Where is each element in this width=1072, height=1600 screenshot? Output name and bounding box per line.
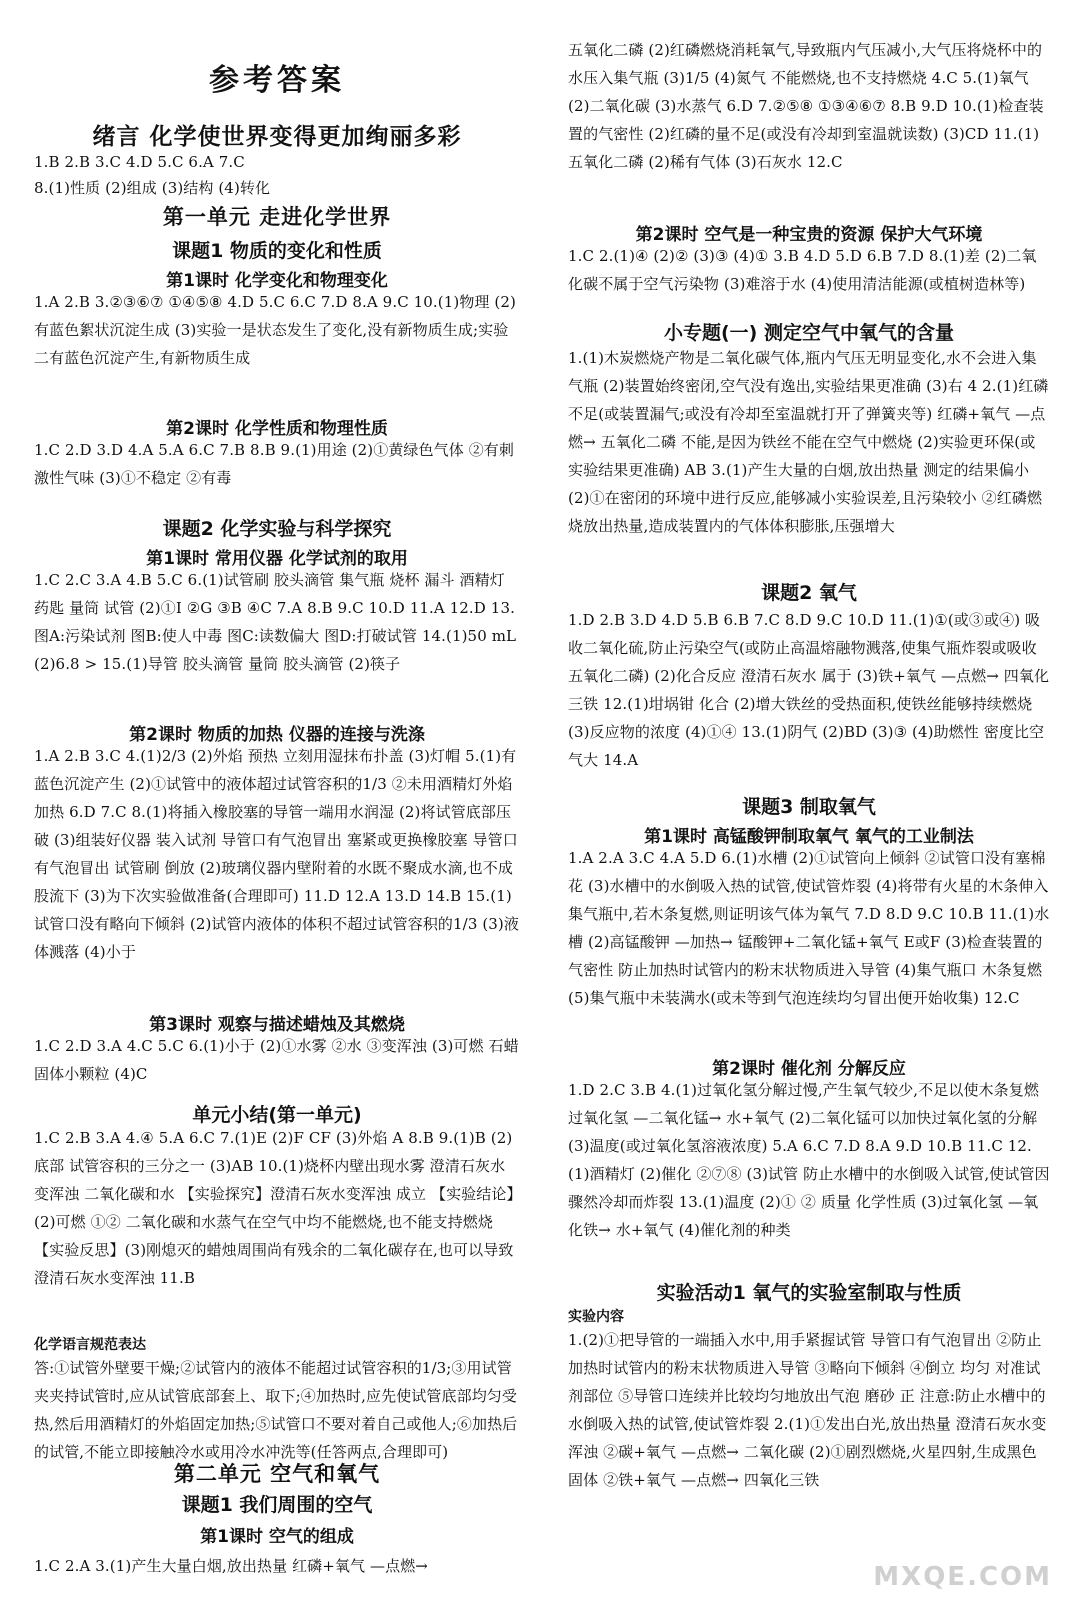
special-topic-1-title: 小专题(一) 测定空气中氧气的含量 [664,322,954,344]
unit2-topic1-lesson1-title: 第1课时 空气的组成 [200,1527,354,1547]
unit1-topic1-lesson1-title: 第1课时 化学变化和物理变化 [166,271,388,291]
unit1-topic2-lesson2-title: 第2课时 物质的加热 仪器的连接与洗涤 [129,725,425,745]
unit2-topic1-lesson1-answers: 1.C 2.A 3.(1)产生大量白烟,放出热量 红磷+氧气 —点燃→ [34,1557,428,1575]
intro-answers-2: 8.(1)性质 (2)组成 (3)结构 (4)转化 [34,179,271,197]
unit1-topic2-lesson2-answers: 1.A 2.B 3.C 4.(1)2/3 (2)外焰 预热 立刻用湿抹布扑盖 (3)灯帽 5.(1)有蓝色沉淀产生 (2)①试管中的液体超过试管容积的1/3 ②未用酒精灯外焰加热 6.D 7.C 8.(1)将插入橡胶塞的导管一端用水润湿 (2)将试管底部压破 (3)组装好仪器 装入试剂 导管口有气泡冒出 塞紧或更换橡胶塞 导管口有气泡冒出 试管刷 倒放 (2)玻璃仪器内壁附着的水既不聚成水滴,也不成股流下 (3)为下次实验做准备(合理即可) 11.D 12.A 13.D 14.B 15.(1)试管口没有略向下倾斜 (2)试管内液体的体积不超过试管容积的1/3 (3)液体溅落 (4)小于 [34,747,519,961]
experiment-1-subtitle: 实验内容 [568,1309,624,1325]
unit2-topic1-lesson1-answers-continued: 五氧化二磷 (2)红磷燃烧消耗氧气,导致瓶内气压减小,大气压将烧杯中的水压入集气瓶 (3)1/5 (4)氮气 不能燃烧,也不支持燃烧 4.C 5.(1)氧气 (2)二氧化碳 (3)水蒸气 6.D 7.②⑤⑧ ①③④⑥⑦ 8.B 9.D 10.(1)检查装置的气密性 (2)红磷的量不足(或没有冷却到室温就读数) (3)CD 11.(1)五氧化二磷 (2)稀有气体 (3)石灰水 12.C [568,41,1044,171]
unit1-title: 第一单元 走进化学世界 [162,205,392,229]
unit2-topic2-title: 课题2 氧气 [761,582,857,604]
unit2-topic3-lesson1-title: 第1课时 高锰酸钾制取氧气 氧气的工业制法 [644,827,974,847]
unit1-summary-title: 单元小结(第一单元) [192,1104,362,1126]
experiment-1-title: 实验活动1 氧气的实验室制取与性质 [656,1282,962,1304]
intro-answers-1: 1.B 2.B 3.C 4.D 5.C 6.A 7.C [34,153,245,171]
unit2-topic3-lesson2-answers: 1.D 2.C 3.B 4.(1)过氧化氢分解过慢,产生氧气较少,不足以使木条复燃 过氧化氢 —二氧化锰→ 水+氧气 (2)二氧化锰可以加快过氧化氢的分解 (3)温度(或过氧化氢溶液浓度) 5.A 6.C 7.D 8.A 9.D 10.B 11.C 12.(1)酒精灯 (2)催化 ②⑦⑧ (3)试管 防止水槽中的水倒吸入试管,使试管因骤然冷却而炸裂 13.(1)温度 (2)① ② 质量 化学性质 (3)过氧化氢 —氧化铁→ 水+氧气 (4)催化剂的种类 [568,1081,1050,1239]
unit2-topic3-lesson2-title: 第2课时 催化剂 分解反应 [712,1059,906,1079]
page-title: 参考答案 [209,63,345,98]
unit1-topic1-title: 课题1 物质的变化和性质 [172,240,382,262]
unit2-topic3-title: 课题3 制取氧气 [742,796,876,818]
unit2-topic1-lesson2-answers: 1.C 2.(1)④ (2)② (3)③ (4)① 3.B 4.D 5.D 6.B 7.D 8.(1)差 (2)二氧化碳不属于空气污染物 (3)难溶于水 (4)使用清洁能源(或植树造林等) [568,247,1037,293]
special-topic-1-answers: 1.(1)木炭燃烧产物是二氧化碳气体,瓶内气压无明显变化,水不会进入集气瓶 (2)装置始终密闭,空气没有逸出,实验结果更准确 (3)右 4 2.(1)红磷不足(或装置漏气;或没有冷却至室温就打开了弹簧夹等) 红磷+氧气 —点燃→ 五氧化二磷 不能,是因为铁丝不能在空气中燃烧 (2)实验更环保(或实验结果更准确) AB 3.(1)产生大量的白烟,放出热量 测定的结果偏小 (2)①在密闭的环境中进行反应,能够减小实验误差,且污染较小 ②红磷燃烧放出热量,造成装置内的气体体积膨胀,压强增大 [568,349,1049,535]
watermark-logo: MXQE.COM [873,1562,1052,1592]
unit2-title: 第二单元 空气和氧气 [173,1462,381,1486]
experiment-1-answers: 1.(2)①把导管的一端插入水中,用手紧握试管 导管口有气泡冒出 ②防止加热时试管内的粉末状物质进入导管 ③略向下倾斜 ④倒立 均匀 对准试剂部位 ⑤导管口连续并比较均匀地放出气泡 磨砂 正 注意:防止水槽中的水倒吸入热的试管,使试管炸裂 2.(1)①发出白光,放出热量 澄清石灰水变浑浊 ②碳+氧气 —点燃→ 二氧化碳 (2)①剧烈燃烧,火星四射,生成黑色固体 ②铁+氧气 —点燃→ 四氧化三铁 [568,1331,1047,1489]
unit2-topic1-lesson2-title: 第2课时 空气是一种宝贵的资源 保护大气环境 [635,225,983,245]
unit1-topic2-title: 课题2 化学实验与科学探究 [162,518,392,540]
unit2-topic3-lesson1-answers: 1.A 2.A 3.C 4.A 5.D 6.(1)水槽 (2)①试管向上倾斜 ②试管口没有塞棉花 (3)水槽中的水倒吸入热的试管,使试管炸裂 (4)将带有火星的木条伸入集气瓶中,若木条复燃,则证明该气体为氧气 7.D 8.D 9.C 10.B 11.(1)水槽 (2)高锰酸钾 —加热→ 锰酸钾+二氧化锰+氧气 E或F (3)检查装置的气密性 防止加热时试管内的粉末状物质进入导管 (4)集气瓶口 木条复燃 (5)集气瓶中未装满水(或未等到气泡连续均匀冒出便开始收集) 12.C [568,849,1050,1007]
unit1-topic2-lesson1-answers: 1.C 2.C 3.A 4.B 5.C 6.(1)试管刷 胶头滴管 集气瓶 烧杯 漏斗 酒精灯 药匙 量筒 试管 (2)①I ②G ③B ④C 7.A 8.B 9.C 10.D 11.A 12.D 13.图A:污染试剂 图B:使人中毒 图C:读数偏大 图D:打破试管 14.(1)50 mL (2)6.8 > 15.(1)导管 胶头滴管 量筒 胶头滴管 (2)筷子 [34,571,517,673]
unit2-topic2-answers: 1.D 2.B 3.D 4.D 5.B 6.B 7.C 8.D 9.C 10.D 11.(1)①(或③或④) 吸收二氧化硫,防止污染空气(或防止高温熔融物溅落,使集气瓶炸裂或吸收五氧化二磷) (2)化合反应 澄清石灰水 属于 (3)铁+氧气 —点燃→ 四氧化三铁 12.(1)坩埚钳 化合 (2)增大铁丝的受热面积,使铁丝能够持续燃烧 (3)反应物的浓度 (4)①④ 13.(1)阴气 (2)BD (3)③ (4)助燃性 密度比空气大 14.A [568,611,1050,769]
unit1-topic1-lesson1-answers: 1.A 2.B 3.②③⑥⑦ ①④⑤⑧ 4.D 5.C 6.C 7.D 8.A 9.C 10.(1)物理 (2)有蓝色絮状沉淀生成 (3)实验一是状态发生了变化,没有新物质生成;实验二有蓝色沉淀产生,有新物质生成 [34,293,516,367]
expression-title: 化学语言规范表达 [34,1337,146,1353]
intro-title: 绪言 化学使世界变得更加绚丽多彩 [92,124,462,150]
unit2-topic1-title: 课题1 我们周围的空气 [181,1494,373,1516]
unit1-topic1-lesson2-answers: 1.C 2.D 3.D 4.A 5.A 6.C 7.B 8.B 9.(1)用途 (2)①黄绿色气体 ②有刺激性气味 (3)①不稳定 ②有毒 [34,441,514,487]
unit1-topic2-lesson3-title: 第3课时 观察与描述蜡烛及其燃烧 [149,1015,405,1035]
expression-answer: 答:①试管外壁要干燥;②试管内的液体不能超过试管容积的1/3;③用试管夹夹持试管时,应从试管底部套上、取下;④加热时,应先使试管底部均匀受热,然后用酒精灯的外焰固定加热;⑤试管口不要对着自己或他人;⑥加热后的试管,不能立即接触冷水或用冷水冲洗等(任答两点,合理即可) [34,1359,518,1461]
unit1-topic1-lesson2-title: 第2课时 化学性质和物理性质 [166,419,388,439]
unit1-summary-answers: 1.C 2.B 3.A 4.④ 5.A 6.C 7.(1)E (2)F CF (3)外焰 A 8.B 9.(1)B (2)底部 试管容积的三分之一 (3)AB 10.(1)烧杯内壁出现水雾 澄清石灰水变浑浊 二氧化碳和水 【实验探究】澄清石灰水变浑浊 成立 【实验结论】(2)可燃 ①② 二氧化碳和水蒸气在空气中均不能燃烧,也不能支持燃烧 【实验反思】(3)刚熄灭的蜡烛周围尚有残余的二氧化碳存在,也可以导致澄清石灰水变浑浊 11.B [34,1129,515,1287]
unit1-topic2-lesson1-title: 第1课时 常用仪器 化学试剂的取用 [146,549,408,569]
unit1-topic2-lesson3-answers: 1.C 2.D 3.A 4.C 5.C 6.(1)小于 (2)①水雾 ②水 ③变浑浊 (3)可燃 石蜡固体小颗粒 (4)C [34,1037,519,1083]
